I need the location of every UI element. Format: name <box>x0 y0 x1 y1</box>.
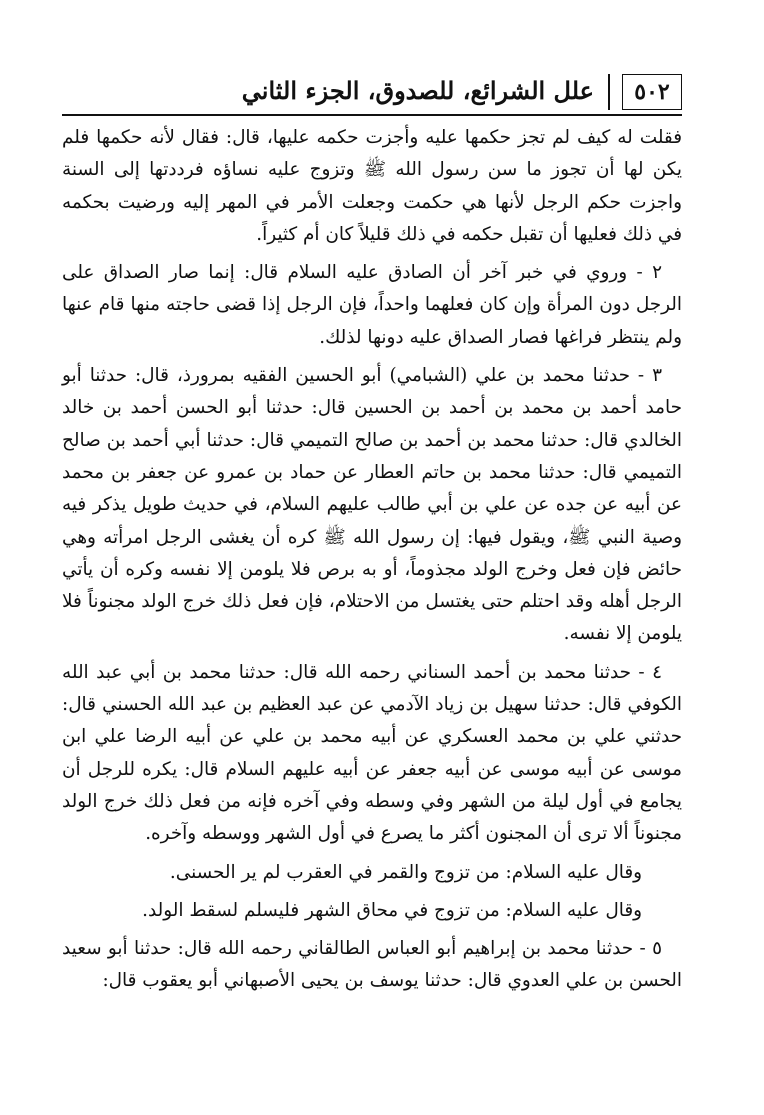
page-body <box>62 122 682 998</box>
running-title: علل الشرائع، للصدوق، الجزء الثاني <box>241 76 594 105</box>
book-page <box>62 62 682 1102</box>
paragraph-hadith-4: ٤ - حدثنا محمد بن أحمد السناني رحمه الله قال: حدثنا محمد بن أبي عبد الله الكوفي قال: حدثنا سهيل بن زياد الآدمي عن عبد العظيم بن عبد الله الحسني قال: حدثني علي بن محمد العسكري عن أبيه محمد بن علي عن أبيه الرضا علي ابن موسى عن أبيه موسى عن أبيه جعفر عن أبيه عليهم السلام قال: يكره للرجل أن يجامع في أول ليلة من الشهر وفي وسطه وفي آخره فإنه من فعل ذلك خرج الولد مجنوناً ألا ترى أن المجنون أكثر ما يصرع في أول الشهر ووسطه وآخره. <box>62 661 682 845</box>
page-number: ٥٠٢ <box>622 74 682 110</box>
paragraph-saying-2: وقال عليه السلام: من تزوج في محاق الشهر فليسلم لسقط الولد. <box>142 899 642 921</box>
header-separator <box>608 74 610 110</box>
paragraph-saying-1: وقال عليه السلام: من تزوج والقمر في العقرب لم ير الحسنى. <box>169 861 642 883</box>
paragraph-hadith-5: ٥ - حدثنا محمد بن إبراهيم أبو العباس الطالقاني رحمه الله قال: حدثنا أبو سعيد الحسن بن علي العدوي قال: حدثنا يوسف بن يحيى الأصبهاني أبو يعقوب قال: <box>62 938 682 992</box>
paragraph-hadith-2: ٢ - وروي في خبر آخر أن الصادق عليه السلام قال: إنما صار الصداق على الرجل دون المرأة وإن كان فعلهما واحداً، فإن الرجل إذا قضى حاجته منها قام عنها ولم ينتظر فراغها فصار الصداق عليه دونها لذلك. <box>62 262 682 348</box>
paragraph-hadith-3: ٣ - حدثنا محمد بن علي (الشبامي) أبو الحسين الفقيه بمرورذ، قال: حدثنا أبو حامد أحمد بن محمد بن أحمد بن الحسين قال: حدثنا أبو الحسن أحمد بن خالد الخالدي قال: حدثنا محمد بن أحمد بن صالح التميمي قال: حدثنا أبي أحمد بن صالح التميمي قال: حدثنا محمد بن حاتم العطار عن حماد بن عمرو عن جعفر بن محمد عن أبيه عن جده عن علي بن أبي طالب عليهم السلام، في حديث طويل يذكر فيه وصية النبي ﷺ، ويقول فيها: إن رسول الله ﷺ كره أن يغشى الرجل امرأته وهي حائض فإن فعل وخرج الولد مجذوماً، أو به برص فلا يلومن إلا نفسه وكره أن يأتي الرجل أهله وقد احتلم حتى يغتسل من الاحتلام، فإن فعل ذلك خرج الولد مجنوناً فلا يلومن إلا نفسه. <box>62 365 682 645</box>
page-header <box>62 62 682 116</box>
paragraph-continuation: فقلت له كيف لم تجز حكمها عليه وأجزت حكمه عليها، قال: فقال لأنه حكمها فلم يكن لها أن تجوز ما سن رسول الله ﷺ وتزوج عليه نساؤه فرددتها إلى السنة واجزت حكم الرجل لأنها هي حكمت وجعلت الأمر في المهر إليه ورضيت بحكمه في ذلك فعليها أن تقبل حكمه في ذلك قليلاً كان أم كثيراً. <box>62 127 682 245</box>
